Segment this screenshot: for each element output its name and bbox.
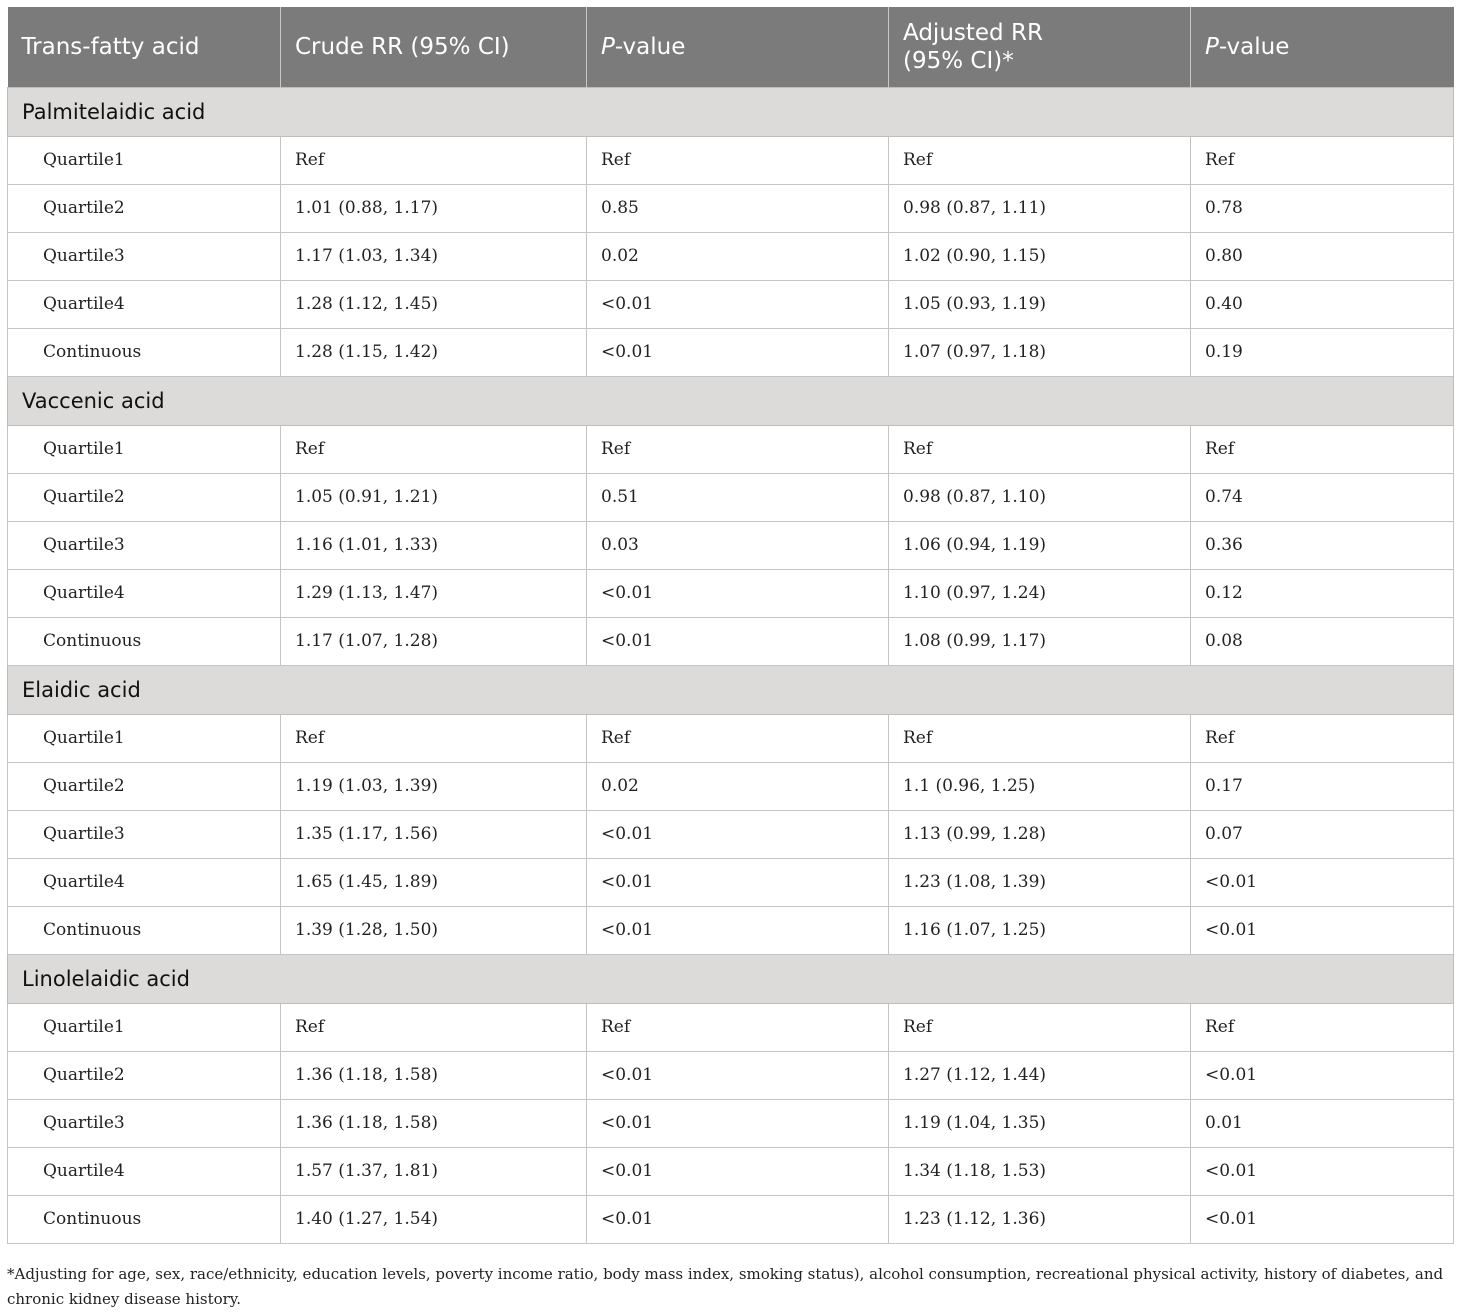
adjusted-rr-cell: 1.23 (1.08, 1.39) [889,858,1191,906]
crude-rr-cell: Ref [281,425,587,473]
adjusted-rr-cell: Ref [889,425,1191,473]
adjusted-rr-cell: 1.08 (0.99, 1.17) [889,617,1191,665]
crude-rr-cell: 1.35 (1.17, 1.56) [281,810,587,858]
crude-p-value-cell: <0.01 [587,858,889,906]
crude-p-value-cell: Ref [587,425,889,473]
crude-rr-cell: 1.17 (1.07, 1.28) [281,617,587,665]
adjusted-rr-cell: 1.19 (1.04, 1.35) [889,1099,1191,1147]
adjusted-p-value-cell: <0.01 [1191,1147,1454,1195]
header-crude-p-value: P-value [587,7,889,87]
row-label: Quartile2 [8,762,281,810]
row-label: Continuous [8,328,281,376]
row-label: Quartile4 [8,569,281,617]
table-row [8,136,1454,184]
row-label: Quartile1 [8,136,281,184]
table-row [8,617,1454,665]
adjusted-rr-cell: 1.16 (1.07, 1.25) [889,906,1191,954]
adjusted-rr-cell: 1.10 (0.97, 1.24) [889,569,1191,617]
header-trans-fatty-acid: Trans-fatty acid [8,7,281,87]
row-label: Quartile1 [8,1003,281,1051]
crude-p-value-cell: <0.01 [587,328,889,376]
adjusted-p-value-cell: 0.80 [1191,232,1454,280]
adjusted-p-value-cell: 0.40 [1191,280,1454,328]
adjusted-rr-cell: 1.07 (0.97, 1.18) [889,328,1191,376]
row-label: Quartile2 [8,473,281,521]
group-name: Palmitelaidic acid [8,87,1454,136]
row-label: Continuous [8,1195,281,1243]
adjusted-rr-cell: 1.06 (0.94, 1.19) [889,521,1191,569]
adjusted-p-value-cell: 0.01 [1191,1099,1454,1147]
crude-rr-cell: 1.05 (0.91, 1.21) [281,473,587,521]
crude-p-value-cell: <0.01 [587,810,889,858]
row-label: Quartile3 [8,232,281,280]
group-header-row [8,665,1454,714]
table-row [8,1099,1454,1147]
adjusted-rr-cell: 1.02 (0.90, 1.15) [889,232,1191,280]
crude-rr-cell: 1.36 (1.18, 1.58) [281,1099,587,1147]
table-row [8,328,1454,376]
row-label: Quartile4 [8,280,281,328]
adjusted-p-value-cell: Ref [1191,1003,1454,1051]
crude-rr-cell: Ref [281,714,587,762]
group-header-row [8,87,1454,136]
adjusted-p-value-cell: 0.19 [1191,328,1454,376]
crude-rr-cell: 1.65 (1.45, 1.89) [281,858,587,906]
results-table [7,7,1454,1244]
crude-p-value-cell: 0.03 [587,521,889,569]
crude-p-value-cell: <0.01 [587,1195,889,1243]
crude-p-value-cell: Ref [587,1003,889,1051]
adjusted-rr-cell: 1.05 (0.93, 1.19) [889,280,1191,328]
row-label: Quartile3 [8,810,281,858]
adjusted-p-value-cell: 0.07 [1191,810,1454,858]
adjusted-p-value-cell: Ref [1191,425,1454,473]
crude-rr-cell: 1.28 (1.15, 1.42) [281,328,587,376]
crude-p-value-cell: Ref [587,136,889,184]
adjusted-p-value-cell: <0.01 [1191,1051,1454,1099]
table-row [8,1003,1454,1051]
crude-rr-cell: 1.40 (1.27, 1.54) [281,1195,587,1243]
adjusted-rr-cell: 1.27 (1.12, 1.44) [889,1051,1191,1099]
group-name: Elaidic acid [8,665,1454,714]
crude-rr-cell: 1.29 (1.13, 1.47) [281,569,587,617]
table-row [8,232,1454,280]
row-label: Continuous [8,617,281,665]
row-label: Quartile1 [8,714,281,762]
row-label: Quartile4 [8,858,281,906]
row-label: Quartile2 [8,1051,281,1099]
row-label: Continuous [8,906,281,954]
table-row [8,810,1454,858]
adjusted-p-value-cell: Ref [1191,714,1454,762]
adjusted-p-value-cell: <0.01 [1191,858,1454,906]
crude-rr-cell: 1.17 (1.03, 1.34) [281,232,587,280]
table-row [8,1147,1454,1195]
table-row [8,1195,1454,1243]
header-adjusted-p-value: P-value [1205,33,1290,60]
table-row [8,569,1454,617]
crude-rr-cell: 1.28 (1.12, 1.45) [281,280,587,328]
adjusted-rr-cell: 1.23 (1.12, 1.36) [889,1195,1191,1243]
row-label: Quartile2 [8,184,281,232]
group-header-row [8,376,1454,425]
crude-p-value-cell: <0.01 [587,1147,889,1195]
adjusted-rr-cell: 1.13 (0.99, 1.28) [889,810,1191,858]
adjusted-rr-cell: Ref [889,714,1191,762]
table-row [8,473,1454,521]
header-adjusted-rr: Adjusted RR (95% CI)* [889,7,1191,87]
adjusted-p-value-cell: <0.01 [1191,1195,1454,1243]
adjusted-p-value-cell: 0.36 [1191,521,1454,569]
crude-p-value-cell: <0.01 [587,1099,889,1147]
table-footnote: *Adjusting for age, sex, race/ethnicity, education levels, poverty income ratio, body mass index, smoking status), alcohol consumption, recreational physical activity, history of diabetes, and chronic kidney disease history. [7,1265,1444,1308]
crude-rr-cell: 1.01 (0.88, 1.17) [281,184,587,232]
group-name: Linolelaidic acid [8,954,1454,1003]
row-label: Quartile4 [8,1147,281,1195]
crude-p-value-cell: <0.01 [587,617,889,665]
crude-rr-cell: 1.19 (1.03, 1.39) [281,762,587,810]
row-label: Quartile3 [8,521,281,569]
table-container [7,7,1453,1244]
crude-rr-cell: 1.57 (1.37, 1.81) [281,1147,587,1195]
header-crude-rr: Crude RR (95% CI) [281,7,587,87]
adjusted-rr-cell: 0.98 (0.87, 1.10) [889,473,1191,521]
table-body [8,87,1454,1243]
crude-rr-cell: Ref [281,136,587,184]
adjusted-rr-cell: 1.34 (1.18, 1.53) [889,1147,1191,1195]
adjusted-p-value-cell: 0.74 [1191,473,1454,521]
table-row [8,906,1454,954]
crude-p-value-cell: <0.01 [587,906,889,954]
crude-p-value-cell: 0.02 [587,232,889,280]
crude-rr-cell: 1.16 (1.01, 1.33) [281,521,587,569]
table-row [8,425,1454,473]
crude-p-value-cell: Ref [587,714,889,762]
adjusted-rr-cell: Ref [889,1003,1191,1051]
crude-rr-cell: 1.36 (1.18, 1.58) [281,1051,587,1099]
table-row [8,1051,1454,1099]
group-header-row [8,954,1454,1003]
adjusted-rr-cell: 0.98 (0.87, 1.11) [889,184,1191,232]
table-row [8,714,1454,762]
adjusted-p-value-cell: <0.01 [1191,906,1454,954]
adjusted-p-value-cell: Ref [1191,136,1454,184]
table-row [8,762,1454,810]
adjusted-rr-cell: Ref [889,136,1191,184]
crude-rr-cell: Ref [281,1003,587,1051]
crude-p-value-cell: 0.85 [587,184,889,232]
crude-p-value-cell: <0.01 [587,1051,889,1099]
crude-rr-cell: 1.39 (1.28, 1.50) [281,906,587,954]
group-name: Vaccenic acid [8,376,1454,425]
table-row [8,184,1454,232]
row-label: Quartile3 [8,1099,281,1147]
adjusted-p-value-cell: 0.08 [1191,617,1454,665]
table-row [8,858,1454,906]
table-row [8,280,1454,328]
table-row [8,521,1454,569]
adjusted-rr-cell: 1.1 (0.96, 1.25) [889,762,1191,810]
crude-p-value-cell: <0.01 [587,280,889,328]
crude-p-value-cell: 0.02 [587,762,889,810]
crude-p-value-cell: <0.01 [587,569,889,617]
adjusted-p-value-cell: 0.12 [1191,569,1454,617]
table-header [8,7,1454,87]
row-label: Quartile1 [8,425,281,473]
crude-p-value-cell: 0.51 [587,473,889,521]
adjusted-p-value-cell: 0.78 [1191,184,1454,232]
adjusted-p-value-cell: 0.17 [1191,762,1454,810]
